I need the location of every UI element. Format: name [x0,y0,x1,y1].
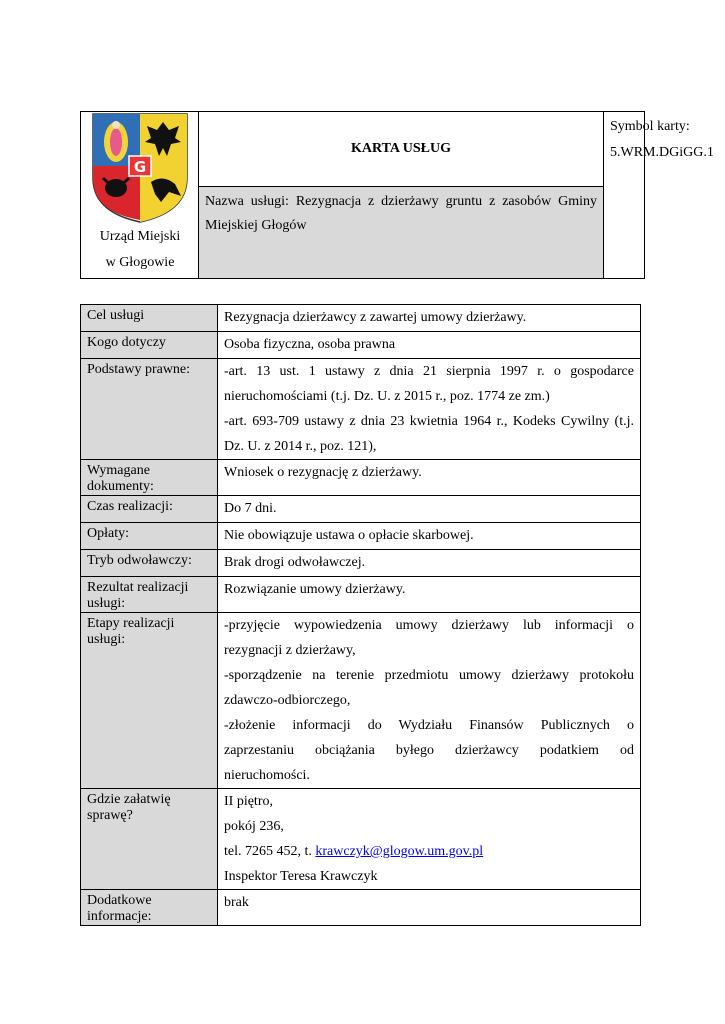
row-label-line: usługi: [87,632,126,647]
phone-text: tel. 7265 452, t. [224,844,316,859]
row-label [81,577,218,613]
table-row [81,613,641,789]
contact-person: Inspektor Teresa Krawczyk [224,869,378,884]
row-value [218,789,641,890]
table-row [81,789,641,890]
symbol-label: Symbol karty: [610,119,690,134]
row-label-line: usługi: [87,596,126,611]
row-label: Cel usługi [81,305,218,332]
row-label [81,613,218,789]
office-name-line1: Urząd Miejski [99,229,181,244]
location-floor: II piętro, [224,794,273,809]
table-row [81,523,641,550]
symbol-value: 5.WRM.DGiGG.1 [610,145,714,160]
stage-line: nieruchomości. [224,768,310,783]
table-row [81,359,641,460]
row-label: Czas realizacji: [81,496,218,523]
table-row [81,305,641,332]
row-label: Tryb odwoławczy: [81,550,218,577]
row-value: Rezygnacja dzierżawcy z zawartej umowy dzierżawy. [218,305,641,332]
row-value: Do 7 dni. [218,496,641,523]
row-value: Rozwiązanie umowy dzierżawy. [218,577,641,613]
legal-basis-line: nieruchomościami (t.j. Dz. U. z 2015 r., poz. 1774 ze zm.) [224,389,550,404]
row-value: Brak drogi odwoławczej. [218,550,641,577]
row-value [218,613,641,789]
row-value: Osoba fizyczna, osoba prawna [218,332,641,359]
table-row [81,577,641,613]
row-label [81,789,218,890]
stage-line: zaprzestaniu obciążania byłego dzierżawcy podatkiem od [224,743,634,758]
row-label [81,460,218,496]
legal-basis-line: -art. 693-709 ustawy z dnia 23 kwietnia 1964 r., Kodeks Cywilny (t.j. [224,414,634,429]
legal-basis-line: -art. 13 ust. 1 ustawy z dnia 21 sierpnia 1997 r. o gospodarce [224,364,634,379]
row-label-line: Rezultat realizacji [87,580,189,595]
table-row [81,550,641,577]
header-logo-cell [81,112,199,278]
row-label: Opłaty: [81,523,218,550]
row-value: brak [218,890,641,926]
card-title: KARTA USŁUG [199,112,604,187]
stage-line: zdawczo-odbiorczego, [224,693,351,708]
row-label-line: Dodatkowe [87,893,152,908]
row-label-line: Wymagane [87,463,150,478]
contact-line [224,839,634,864]
row-label-line: informacje: [87,909,152,924]
legal-basis-line: Dz. U. z 2014 r., poz. 121), [224,439,377,454]
table-row [81,460,641,496]
office-name-line2: w Głogowie [105,255,175,270]
stage-line: -przyjęcie wypowiedzenia umowy dzierżawy lub informacji o [224,618,634,633]
coat-of-arms-icon [91,112,189,224]
stage-line: -sporządzenie na terenie przedmiotu umowy dzierżawy protokołu [224,668,634,683]
location-room: pokój 236, [224,819,284,834]
svg-text:G: G [133,158,147,176]
row-label: Podstawy prawne: [81,359,218,460]
row-label-line: sprawę? [87,808,133,823]
stage-line: -złożenie informacji do Wydziału Finansów Publicznych o [224,718,634,733]
service-name: Nazwa usługi: Rezygnacja z dzierżawy gruntu z zasobów Gminy Miejskiej Głogów [199,187,604,278]
row-label-line: Etapy realizacji [87,616,175,631]
table-row [81,890,641,926]
stage-line: rezygnacji z dzierżawy, [224,643,356,658]
row-value: Wniosek o rezygnację z dzierżawy. [218,460,641,496]
row-label-line: dokumenty: [87,479,154,494]
table-row [81,332,641,359]
row-value: Nie obowiązuje ustawa o opłacie skarbowej. [218,523,641,550]
service-details-table [80,304,641,926]
row-label: Kogo dotyczy [81,332,218,359]
symbol-cell [604,112,724,166]
table-row [81,496,641,523]
row-label [81,890,218,926]
header-table [80,111,714,279]
email-link[interactable]: krawczyk@glogow.um.gov.pl [315,844,484,859]
row-label-line: Gdzie załatwię [87,792,171,807]
row-value [218,359,641,460]
